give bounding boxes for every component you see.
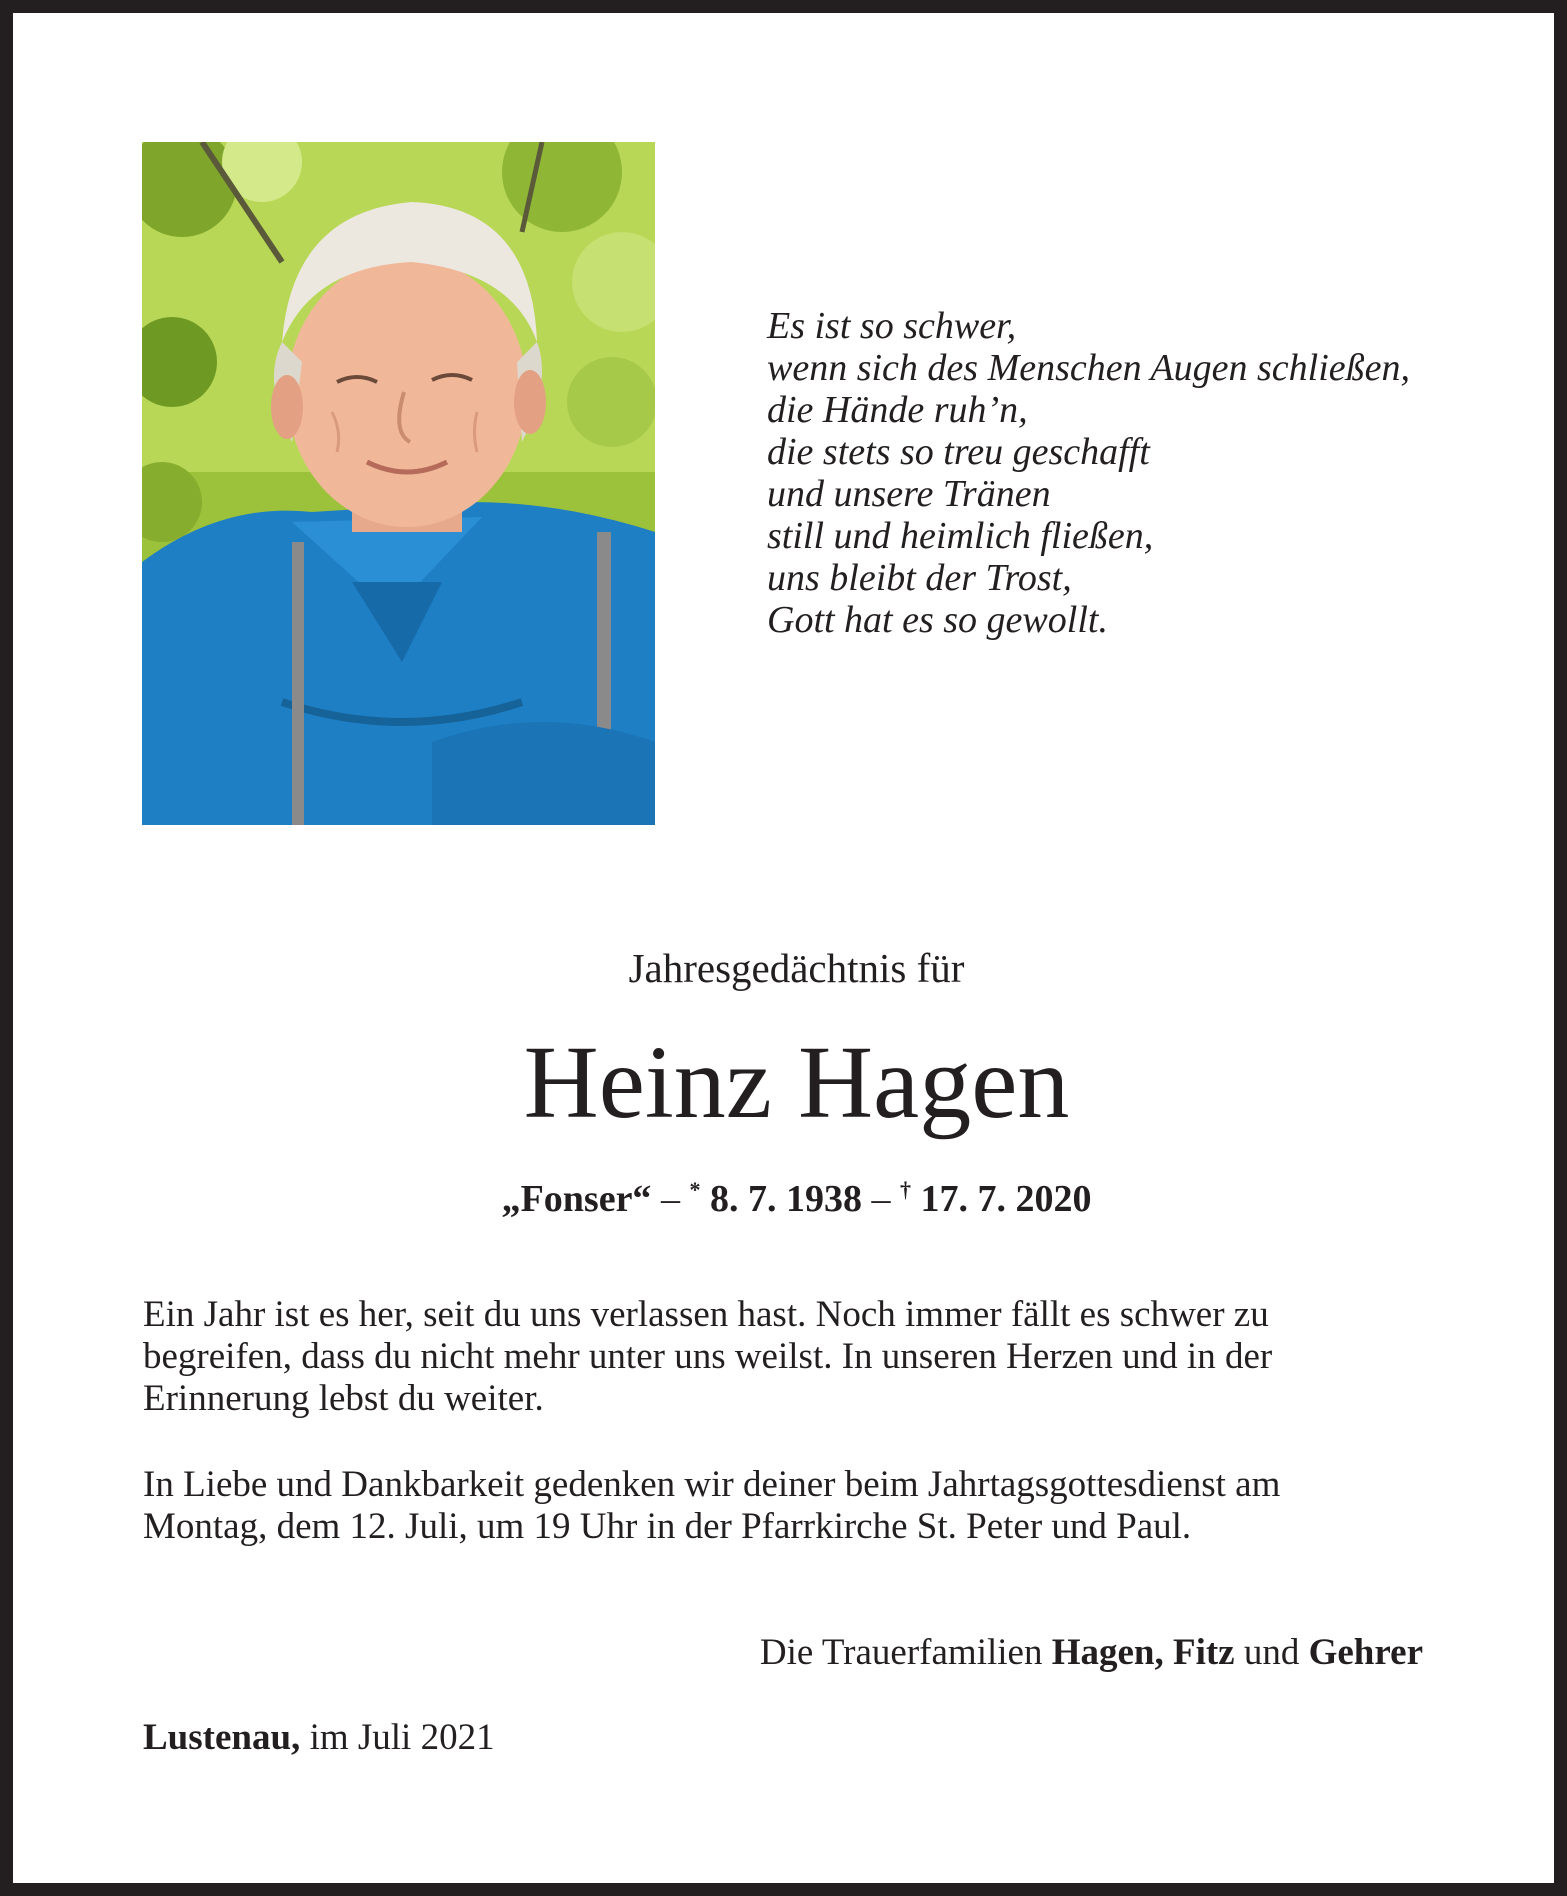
family-name: Fitz — [1172, 1632, 1235, 1673]
poem-line: und unsere Tränen — [767, 473, 1051, 515]
nickname: „Fonser“ — [501, 1178, 652, 1220]
service-paragraph — [143, 1464, 1463, 1548]
family-name: Gehrer — [1308, 1632, 1423, 1673]
poem-line: die stets so treu geschafft — [767, 431, 1150, 473]
remembrance-paragraph — [143, 1294, 1463, 1420]
portrait-photo-icon — [142, 142, 655, 825]
dash-separator: – — [861, 1178, 900, 1220]
life-dates — [13, 1165, 1567, 1224]
paragraph-line: In Liebe und Dankbarkeit gedenken wir deiner beim Jahrtagsgottesdienst am — [143, 1464, 1281, 1505]
birth-date: 8. 7. 1938 — [700, 1178, 862, 1220]
portrait-photo — [142, 142, 655, 825]
publication-date: im Juli 2021 — [300, 1717, 495, 1758]
death-date: 17. 7. 2020 — [910, 1178, 1092, 1220]
poem-line: still und heimlich fließen, — [767, 515, 1154, 557]
poem-line: die Hände ruh’n, — [767, 389, 1028, 431]
signature-space — [1164, 1632, 1173, 1673]
deceased-name: Heinz Hagen — [523, 1025, 1070, 1140]
poem-line: Gott hat es so gewollt. — [767, 599, 1108, 641]
signature-prefix: Die Trauerfamilien — [759, 1632, 1052, 1673]
paragraph-line: Erinnerung lebst du weiter. — [143, 1378, 544, 1419]
family-name: Hagen, — [1051, 1632, 1164, 1673]
place-and-date — [143, 1713, 495, 1763]
death-symbol: † — [899, 1177, 911, 1202]
poem-line: wenn sich des Menschen Augen schließen, — [767, 347, 1411, 389]
poem-line: uns bleibt der Trost, — [767, 557, 1072, 599]
dash-separator: – — [651, 1178, 690, 1220]
signature-connector: und — [1234, 1632, 1309, 1673]
family-signature — [760, 1628, 1423, 1678]
paragraph-line: begreifen, dass du nicht mehr unter uns weilst. In unseren Herzen und in der — [143, 1336, 1273, 1377]
paragraph-line: Montag, dem 12. Juli, um 19 Uhr in der Pfarrkirche St. Peter und Paul. — [143, 1506, 1192, 1547]
place-name: Lustenau, — [143, 1717, 301, 1758]
poem-line: Es ist so schwer, — [767, 305, 1017, 347]
memorial-intro: Jahresgedächtnis für — [628, 945, 965, 991]
memorial-poem — [767, 305, 1410, 641]
paragraph-line: Ein Jahr ist es her, seit du uns verlassen hast. Noch immer fällt es schwer zu — [143, 1294, 1269, 1335]
birth-symbol: * — [689, 1177, 701, 1202]
